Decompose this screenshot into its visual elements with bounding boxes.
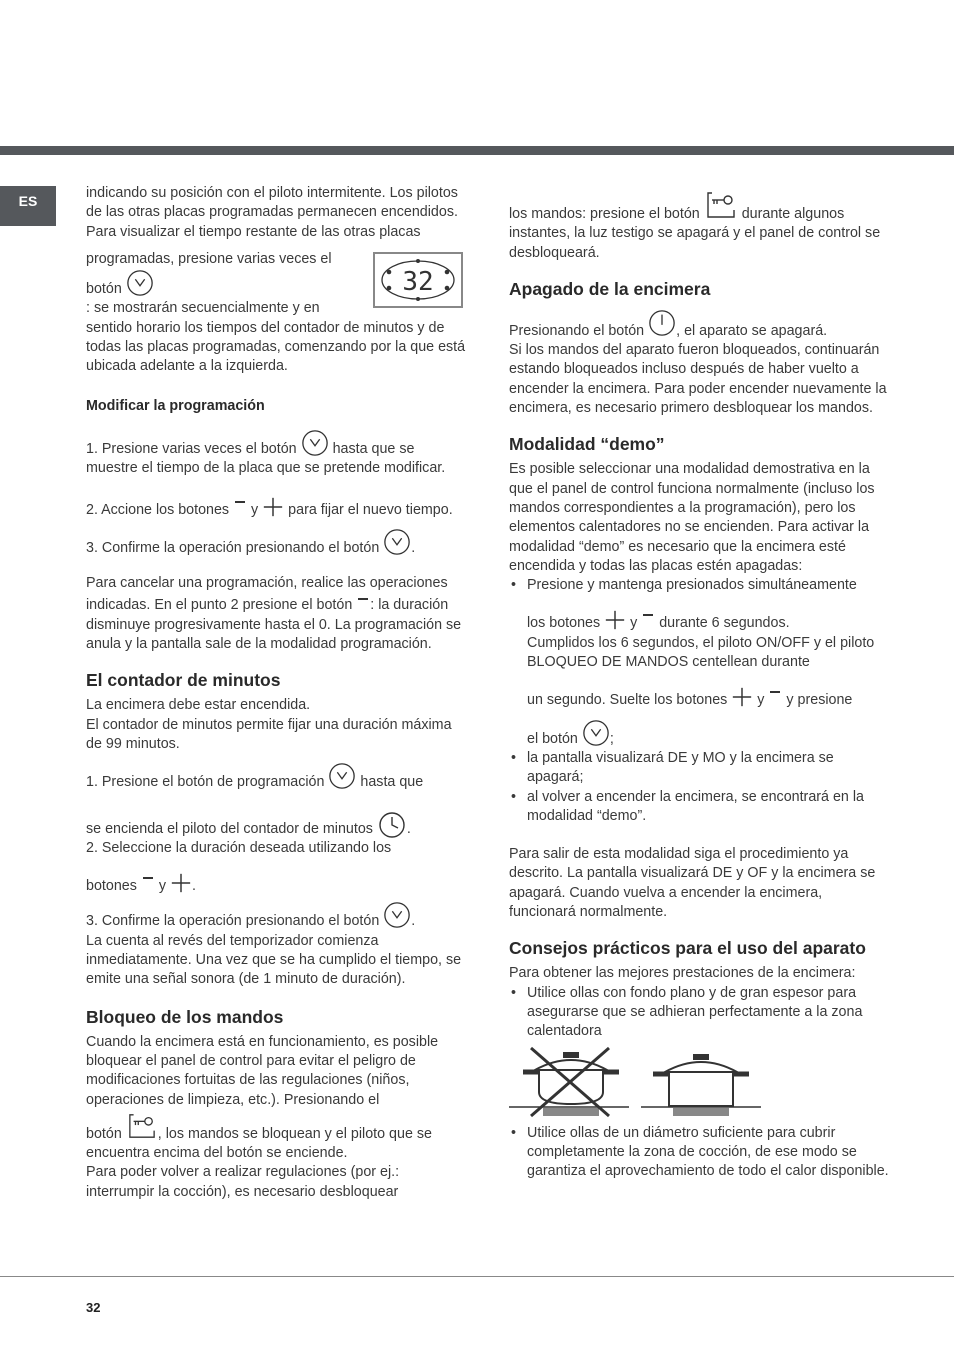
list-item: • al volver a encender la encimera, se encontrará en la modalidad “demo”. [509, 788, 889, 827]
paragraph: los mandos: presione el botón durante algunos instantes, la luz testigo se apagará y el panel de control se desbloqueará. [509, 190, 889, 263]
paragraph: 2. Seleccione la duración deseada utilizando los [86, 839, 392, 856]
paragraph: Cuando la encimera está en funcionamiento, es posible bloquear el panel de control para evitar el peligro de modificaciones fortuitas de las regulaciones (niños, operaciones de limpieza, etc.). Presionando el [86, 1033, 439, 1108]
section-heading: Modificar la programación [86, 397, 265, 414]
section-heading: Apagado de la encimera [509, 278, 711, 299]
paragraph: 1. Presione el botón de programación hasta que [86, 762, 468, 792]
paragraph: indicando su posición con el piloto intermitente. Los pilotos de las otras placas programadas permanecen encendidos. [86, 185, 458, 221]
minus-icon [356, 593, 370, 607]
paragraph: 1. Presione varias veces el botón hasta que se muestre el tiempo de la placa que se pretende modificar. [86, 429, 468, 479]
right-column [509, 190, 889, 1181]
list-item: • Presione y mantenga presionados simultáneamente los botones y durante 6 segundos. Cumplidos los 6 segundos, el piloto ON/OFF y el piloto BLOQUEO DE MANDOS centellean durante un segundo. Suelte los botones y y presione el botón ; [509, 576, 889, 749]
list-item: • Utilice ollas con fondo plano y de gran espesor para asegurarse que se adhieran perfectamente a la zona calentadora [509, 984, 889, 1042]
paragraph: botón , los mandos se bloquean y el piloto que se encuentra encima del botón se enciende. [86, 1112, 468, 1164]
plus-icon [604, 609, 626, 631]
section-heading: El contador de minutos [86, 670, 281, 691]
plus-icon [262, 496, 284, 518]
wrong-pot-figure [509, 1048, 629, 1116]
paragraph: Presionando el botón , el aparato se apagará. [509, 309, 889, 341]
paragraph: Para cancelar una programación, realice las operaciones indicadas. En el punto 2 presione el botón : la duración disminuye progresivamente hasta el 0. La programación se anula y la pantalla sale de la modalidad programación. [86, 575, 462, 653]
timer-button-icon [328, 762, 356, 790]
footer-rule [0, 1276, 954, 1277]
timer-button-icon [582, 719, 610, 747]
bullet-list [509, 984, 889, 1042]
timer-button-icon [126, 269, 154, 297]
paragraph: 3. Confirme la operación presionando el botón . [86, 901, 468, 931]
minus-icon [768, 686, 782, 700]
paragraph: Es posible seleccionar una modalidad demostrativa en la que el panel de control funciona normalmente (incluso los mandos correspondientes a la programación), pero los elementos calentadores no se encienden. Para activar la modalidad “demo” es necesario que la encimera esté encendida y todas las placas estén apagadas: [509, 461, 875, 574]
page-number: 32 [86, 1300, 101, 1315]
language-tab: ES [0, 186, 56, 226]
paragraph: 2. Accione los botones y para fijar el nuevo tiempo. [86, 496, 468, 520]
paragraph: Para obtener las mejores prestaciones de la encimera: [509, 965, 856, 982]
key-lock-icon [126, 1112, 158, 1140]
correct-pot-figure [641, 1054, 761, 1116]
pot-comparison-illustration [509, 1044, 769, 1120]
paragraph: 3. Confirme la operación presionando el botón . [86, 528, 468, 558]
minus-icon [233, 496, 247, 510]
display-digits: 32 [402, 266, 434, 297]
timer-button-icon [301, 429, 329, 457]
timer-button-icon [383, 528, 411, 556]
plus-icon [731, 686, 753, 708]
power-icon [648, 309, 676, 337]
paragraph: Para salir de esta modalidad siga el procedimiento ya descrito. La pantalla visualizará DE y OF y la encimera se apagará. Cuando vuelva a encender la encimera, funcionará normalmente. [509, 846, 876, 921]
paragraph: La encimera debe estar encendida. [86, 697, 311, 714]
display-readout-icon [373, 252, 465, 310]
left-column [86, 184, 468, 1202]
minus-icon [141, 872, 155, 886]
section-heading: Bloqueo de los mandos [86, 1006, 284, 1027]
paragraph: Si los mandos del aparato fueron bloqueados, continuarán estando bloqueados incluso después de haber vuelto a encender la encimera. Para poder encender nuevamente la encimera, es necesario primero desbloquear los mandos. [509, 342, 887, 417]
paragraph: se encienda el piloto del contador de minutos . [86, 809, 468, 839]
paragraph: programadas, presione varias veces el botón : se mostrarán secuencialmente y en sentido horario los tiempos del contador de minutos y de todas las placas programadas, comenzando por la que está ubicada adelante a la izquierda. [86, 250, 466, 375]
section-heading: Consejos prácticos para el uso del aparato [509, 938, 866, 959]
list-item: • la pantalla visualizará DE y MO y la encimera se apagará; [509, 749, 889, 788]
paragraph: Para visualizar el tiempo restante de las otras placas [86, 223, 421, 240]
paragraph: La cuenta al revés del temporizador comienza inmediatamente. Una vez que se ha cumplido el tiempo, se emite una señal sonora (de 1 minuto de duración). [86, 932, 462, 988]
paragraph: botones y . [86, 872, 468, 896]
paragraph: Para poder volver a realizar regulaciones (por ej.: interrumpir la cocción), es necesario desbloquear [86, 1164, 400, 1200]
bullet-list [509, 576, 889, 826]
section-heading: Modalidad “demo” [509, 434, 665, 455]
paragraph: El contador de minutos permite fijar una duración máxima de 99 minutos. [86, 716, 452, 752]
plus-icon [170, 872, 192, 894]
header-bar [0, 146, 954, 155]
list-item: • Utilice ollas de un diámetro suficiente para cubrir completamente la zona de cocción, de ese modo se garantiza el aprovechamiento de todo el calor disponible. [509, 1124, 889, 1182]
minute-counter-clock-icon [377, 809, 407, 839]
minus-icon [641, 609, 655, 623]
timer-button-icon [383, 901, 411, 929]
key-lock-icon [704, 190, 738, 220]
bullet-list [509, 1124, 889, 1182]
